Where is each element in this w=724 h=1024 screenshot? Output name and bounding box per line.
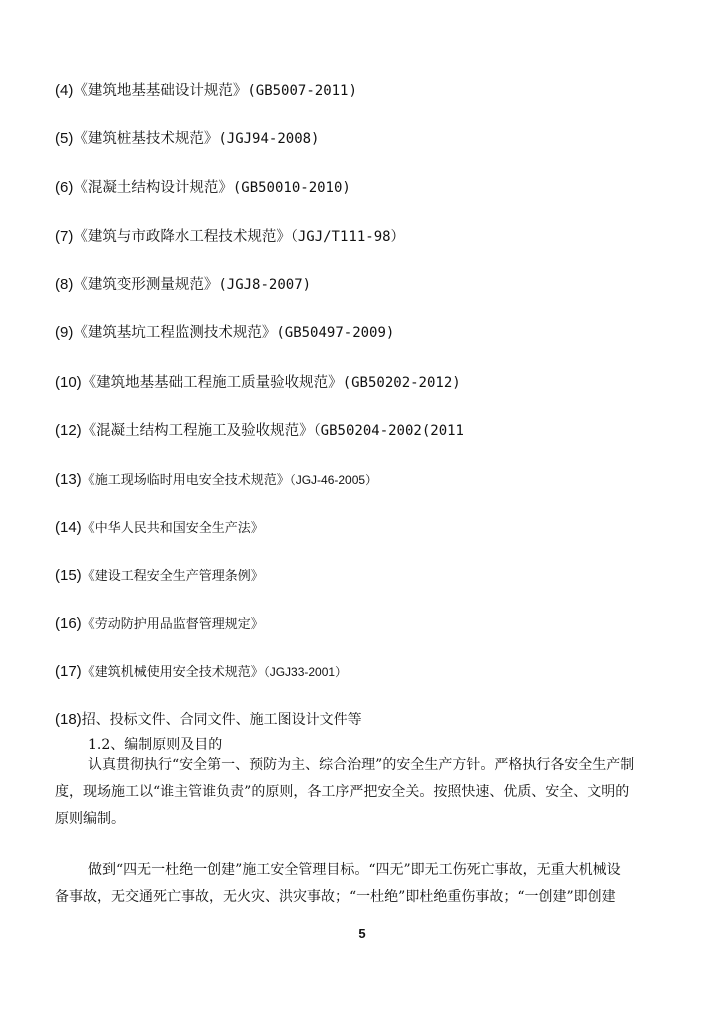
- section-heading: 1.2、编制原则及目的: [88, 737, 223, 753]
- reference-item-13: [55, 469, 377, 491]
- reference-title: 《施工现场临时用电安全技术规范》: [81, 473, 290, 488]
- paragraph-line: 度，现场施工以“谁主管谁负责”的原则，各工序严把安全关。按照快速、优质、安全、文明的: [55, 784, 630, 800]
- paragraph-safety-goals: [55, 857, 669, 911]
- reference-title: 《建筑机械使用安全技术规范》: [81, 665, 264, 680]
- paragraph-line: 认真贯彻执行“安全第一、预防为主、综合治理”的安全生产方针。严格执行各安全生产制: [88, 757, 635, 773]
- reference-item-15: [55, 565, 264, 587]
- reference-title: 《混凝土结构工程施工及验收规范》: [81, 423, 314, 439]
- paragraph-line: 备事故，无交通死亡事故，无火灾、洪灾事故；“一杜绝”即杜绝重伤事故；“一创建”即创建: [55, 889, 616, 905]
- reference-number: (6): [55, 179, 74, 196]
- reference-number: (10): [55, 374, 82, 391]
- reference-title: 《建筑地基基础设计规范》: [73, 83, 248, 99]
- reference-number: (8): [55, 276, 74, 293]
- reference-item-6: [55, 177, 351, 198]
- reference-number: (7): [55, 228, 74, 245]
- page-number: 5: [358, 926, 366, 941]
- reference-title: 《建筑与市政降水工程技术规范》: [73, 229, 291, 245]
- reference-item-5: [55, 128, 320, 149]
- reference-title: 《建筑桩基技术规范》: [73, 131, 219, 147]
- reference-title: 《劳动防护用品监督管理规定》: [81, 617, 264, 632]
- reference-code: (GB5007-2011): [247, 83, 357, 99]
- reference-number: (17): [55, 663, 82, 680]
- reference-code: (GB50202-2012): [342, 375, 461, 391]
- paragraph-line: 做到“四无一杜绝一创建”施工安全管理目标。“四无”即无工伤死亡事故，无重大机械设: [88, 862, 621, 878]
- reference-code: (GB50497-2009): [276, 325, 395, 341]
- reference-number: (14): [55, 519, 82, 536]
- reference-code: (JGJ94-2008): [218, 131, 320, 147]
- reference-item-8: [55, 274, 311, 295]
- reference-code: （JGJ/T111-98）: [290, 229, 405, 245]
- reference-number: (12): [55, 422, 82, 439]
- reference-number: (5): [55, 130, 74, 147]
- reference-number: (13): [55, 471, 82, 488]
- reference-title: 《建筑地基基础工程施工质量验收规范》: [81, 375, 343, 391]
- reference-item-16: [55, 613, 264, 635]
- reference-item-14: [55, 517, 264, 539]
- reference-number: (15): [55, 567, 82, 584]
- reference-title: 《建筑变形测量规范》: [73, 277, 219, 293]
- reference-code: （JGJ-46-2005）: [289, 473, 378, 487]
- reference-item-10: [55, 372, 461, 393]
- reference-number: (16): [55, 615, 82, 632]
- reference-item-7: [55, 226, 405, 247]
- reference-number: (9): [55, 324, 74, 341]
- reference-title: 招、投标文件、合同文件、施工图设计文件等: [81, 712, 362, 728]
- reference-code: （JGJ33-2001）: [263, 665, 348, 679]
- reference-item-9: [55, 322, 394, 343]
- reference-item-17: [55, 661, 347, 683]
- paragraph-principles: [55, 752, 669, 833]
- reference-title: 《混凝土结构设计规范》: [73, 180, 233, 196]
- reference-code: (GB50010-2010): [232, 180, 351, 196]
- reference-item-12: [55, 420, 464, 441]
- reference-item-18: [55, 709, 362, 730]
- paragraph-line: 原则编制。: [55, 811, 125, 827]
- reference-number: (4): [55, 82, 74, 99]
- reference-number: (18): [55, 711, 82, 728]
- reference-title: 《建设工程安全生产管理条例》: [81, 569, 264, 584]
- reference-code: (JGJ8-2007): [218, 277, 312, 293]
- reference-title: 《中华人民共和国安全生产法》: [81, 521, 264, 536]
- reference-title: 《建筑基坑工程监测技术规范》: [73, 325, 277, 341]
- reference-item-4: [55, 80, 357, 101]
- reference-code: （GB50204-2002(2011: [313, 423, 464, 439]
